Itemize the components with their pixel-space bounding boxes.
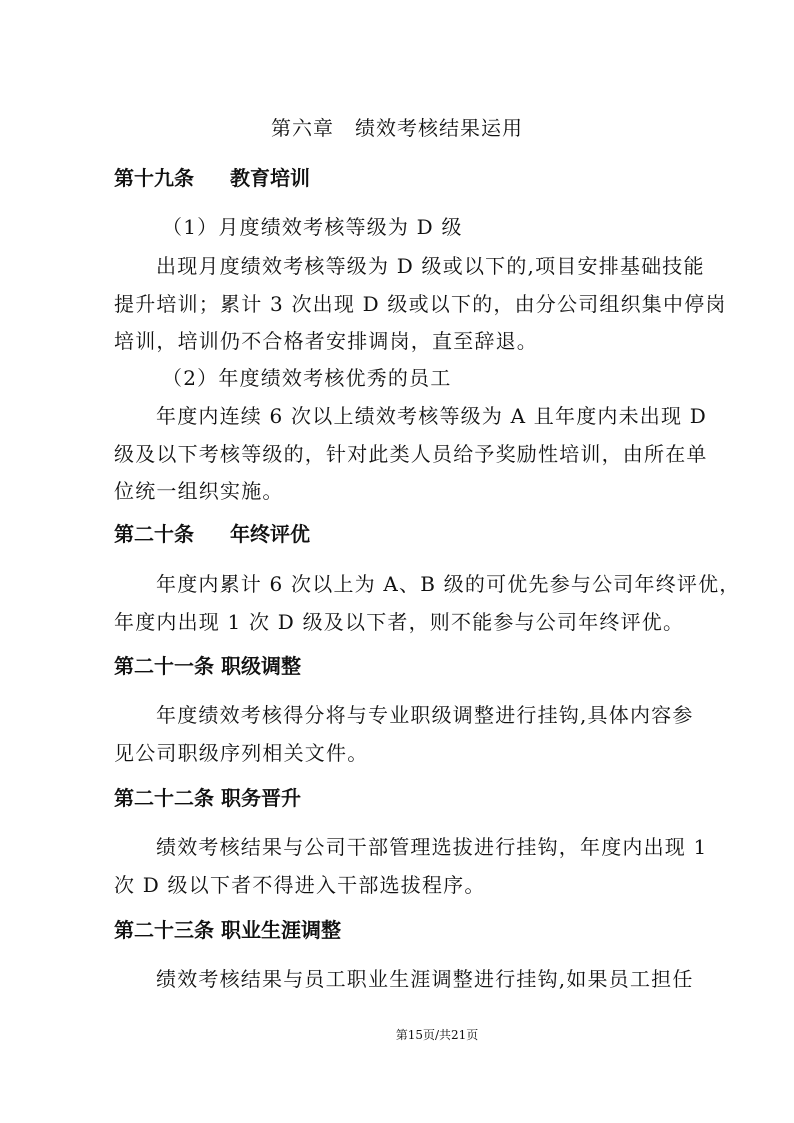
article-heading-22: 第二十二条 职务晋升: [114, 786, 301, 810]
article-heading-20: [114, 520, 310, 548]
page-number-footer: 第15页/共21页: [395, 1028, 479, 1042]
article-number: 第二十条: [114, 522, 194, 546]
paragraph-line: 级及以下考核等级的，针对此类人员给予奖励性培训，由所在单: [114, 442, 708, 466]
paragraph-line: 绩效考核结果与公司干部管理选拔进行挂钩，年度内出现 1: [156, 835, 708, 859]
article-title: 年终评优: [230, 522, 310, 546]
article-heading-23: 第二十三条 职业生涯调整: [114, 918, 341, 942]
article-heading-19: [114, 164, 310, 192]
paragraph-line: 见公司职级序列相关文件。: [114, 741, 369, 765]
paragraph-line: 年度内出现 1 次 D 级及以下者，则不能参与公司年终评优。: [114, 610, 685, 634]
paragraph-line: 次 D 级以下者不得进入干部选拔程序。: [114, 873, 486, 897]
paragraph-line: 出现月度绩效考核等级为 D 级或以下的,项目安排基础技能: [156, 254, 705, 278]
paragraph-line: 年度绩效考核得分将与专业职级调整进行挂钩,具体内容参: [156, 703, 694, 727]
chapter-title: 第六章 绩效考核结果运用: [271, 116, 523, 140]
sub-item-heading: （1）月度绩效考核等级为 D 级: [162, 215, 463, 239]
paragraph-line: 年度内连续 6 次以上绩效考核等级为 A 且年度内未出现 D: [156, 404, 707, 428]
article-number: 第十九条: [114, 166, 194, 190]
article-title: 教育培训: [230, 166, 310, 190]
article-heading-21: 第二十一条 职级调整: [114, 654, 301, 678]
paragraph-line: 提升培训；累计 3 次出现 D 级或以下的，由分公司组织集中停岗: [114, 292, 727, 316]
paragraph-line: 位统一组织实施。: [114, 479, 284, 503]
paragraph-line: 绩效考核结果与员工职业生涯调整进行挂钩,如果员工担任: [156, 967, 694, 991]
paragraph-line: 培训，培训仍不合格者安排调岗，直至辞退。: [114, 329, 538, 353]
paragraph-line: 年度内累计 6 次以上为 A、B 级的可优先参与公司年终评优，: [156, 572, 741, 596]
sub-item-heading: （2）年度绩效考核优秀的员工: [162, 366, 452, 390]
